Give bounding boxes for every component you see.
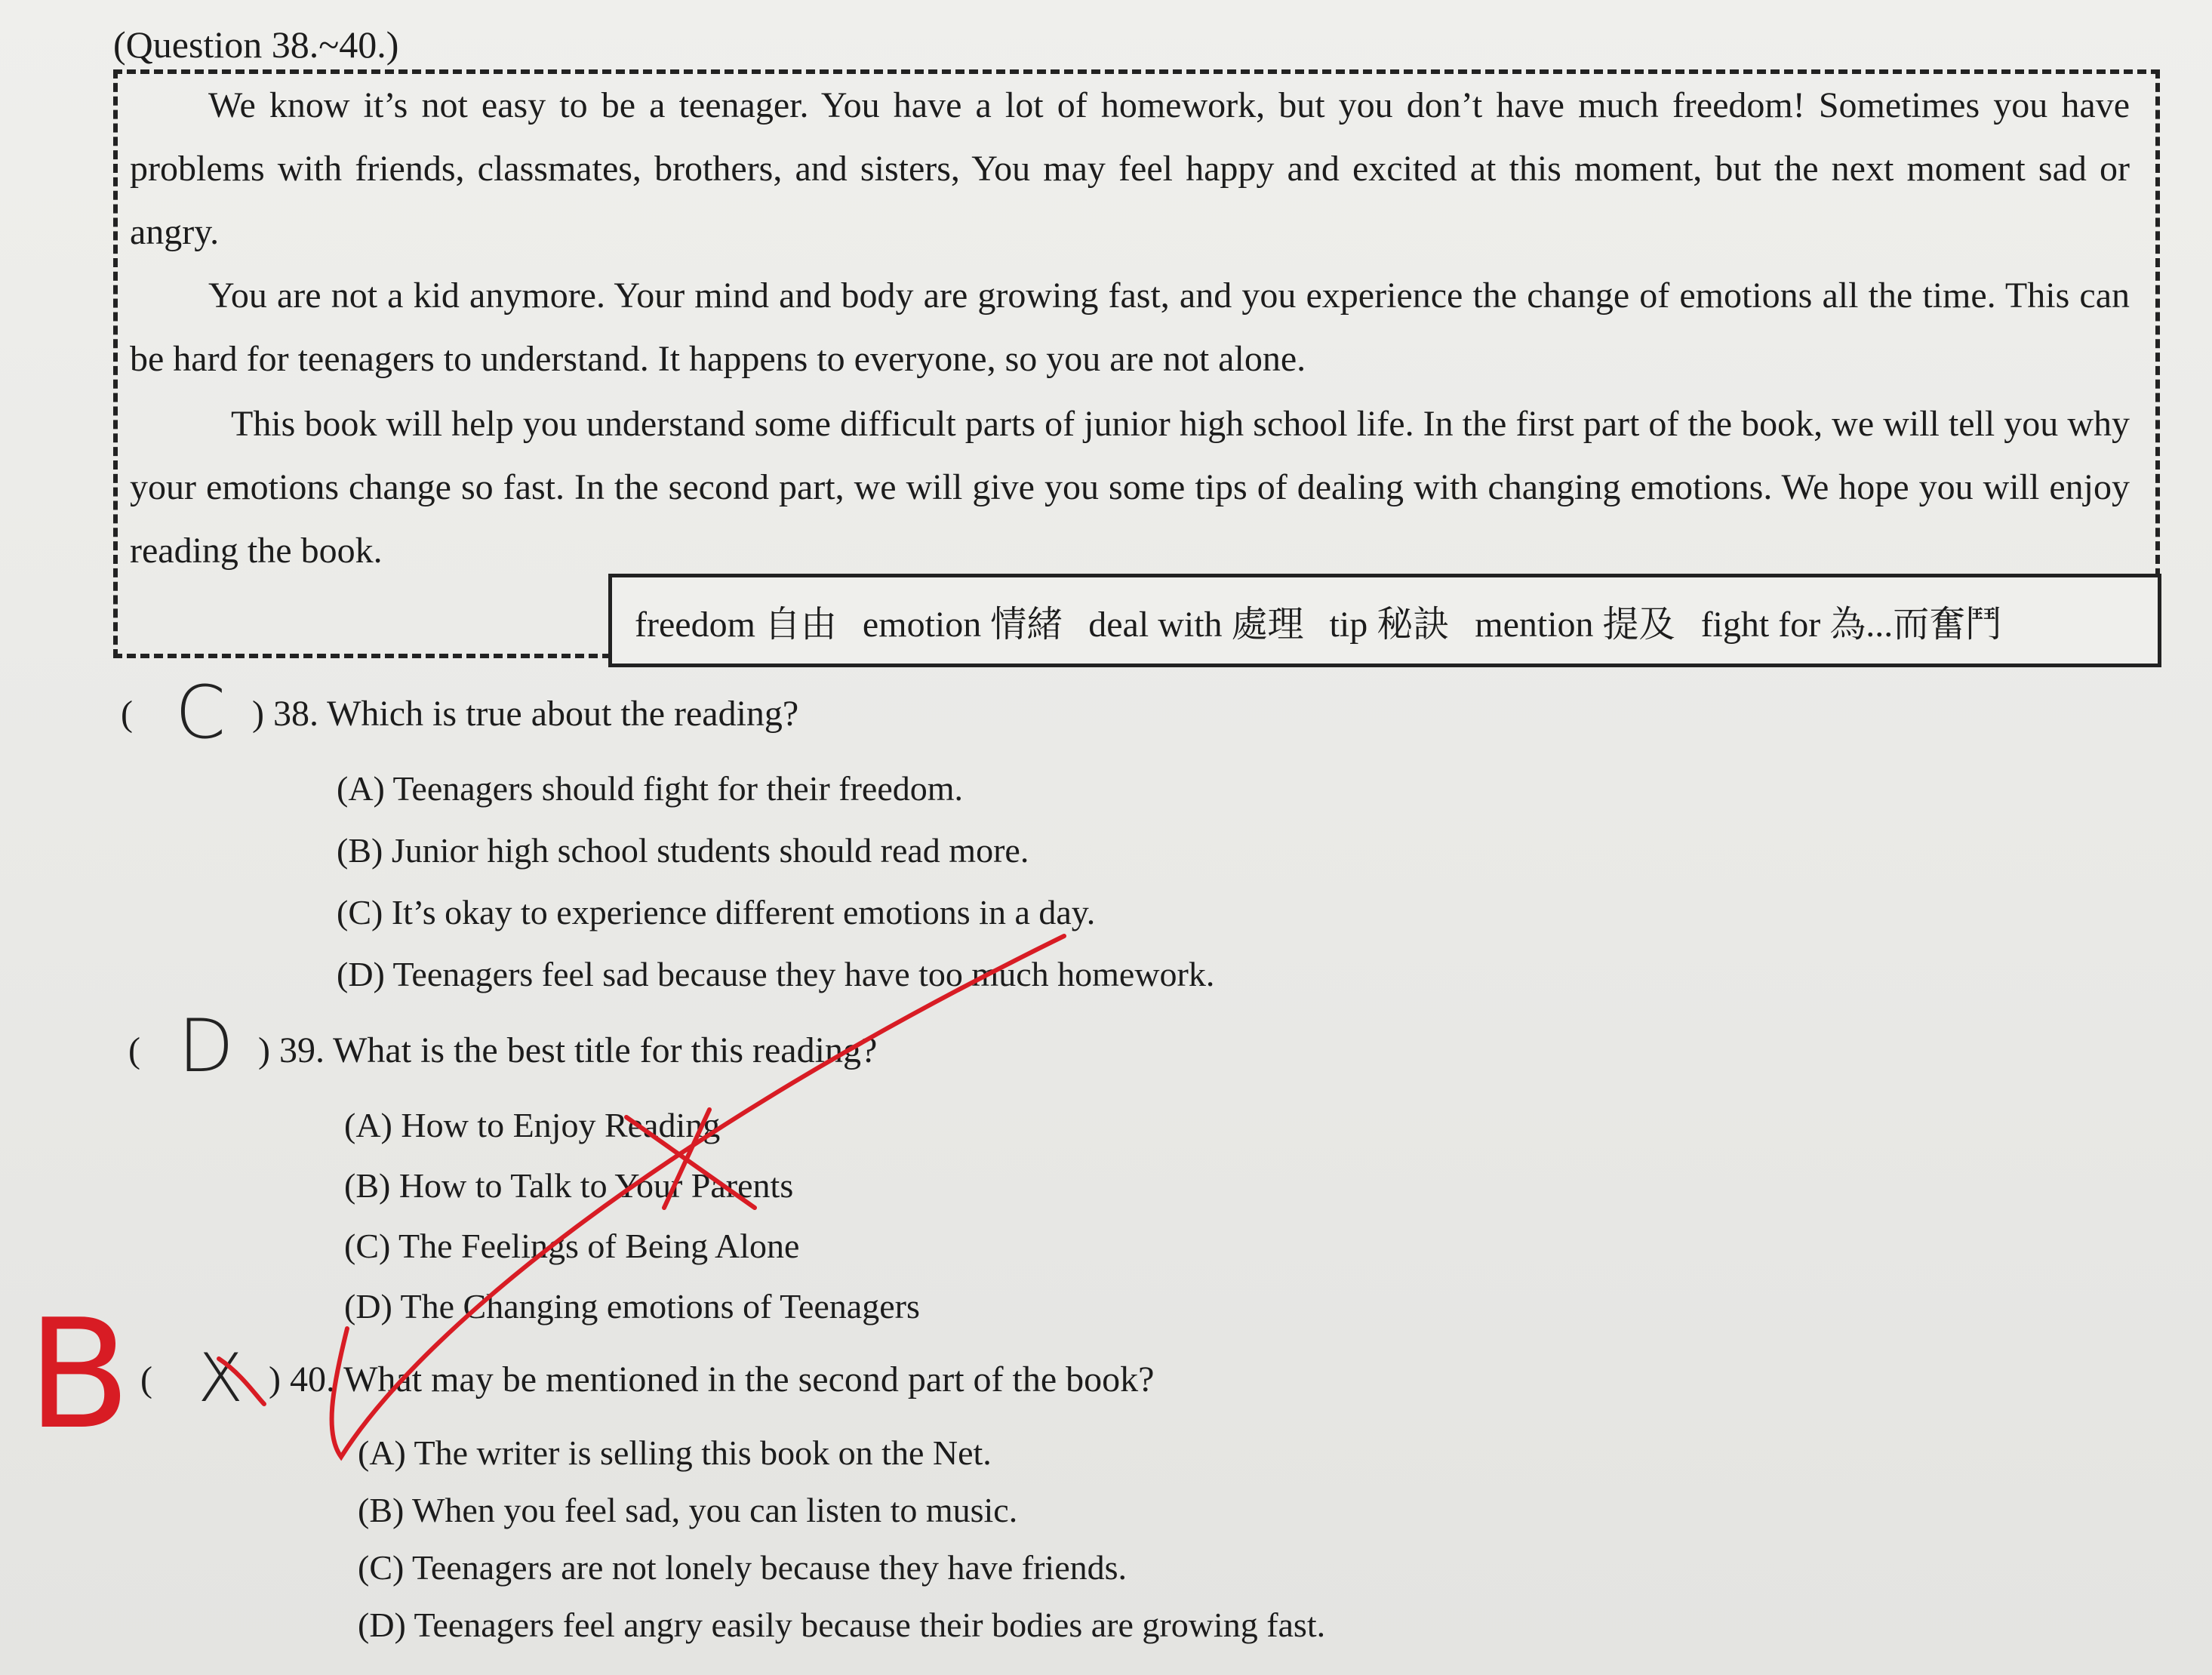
vocab-item-deal-with: deal with 處理 xyxy=(1088,604,1304,645)
option-38-a: (A) Teenagers should fight for their freedom. xyxy=(337,769,964,808)
option-39-c: (C) The Feelings of Being Alone xyxy=(344,1227,800,1265)
question-text: Which is true about the reading? xyxy=(327,694,799,734)
option-38-c: (C) It’s okay to experience different emotions in a day. xyxy=(337,893,1096,931)
option-40-c: (C) Teenagers are not lonely because they have friends. xyxy=(358,1548,1128,1587)
vocab-item-mention: mention 提及 xyxy=(1475,604,1675,645)
correction-letter: B xyxy=(27,1287,131,1463)
question-39 xyxy=(258,1030,877,1071)
question-38 xyxy=(252,693,798,734)
option-40-d: (D) Teenagers feel angry easily because their bodies are growing fast. xyxy=(358,1606,1326,1644)
vocab-item-emotion: emotion 情緒 xyxy=(862,604,1063,645)
answer-paren-open: ( xyxy=(140,1359,152,1399)
handwritten-answer-40: X xyxy=(198,1339,244,1417)
passage-paragraph-3: This book will help you understand some difficult parts of junior high school life. In the first part of the book, we will tell you why your emotions change so fast. In the second part, we will give you some tips of dealing with changing emotions. We hope you will enjoy reading the book. xyxy=(130,404,2130,571)
question-number: ) 40. xyxy=(269,1359,335,1399)
handwritten-answer-39: D xyxy=(178,1004,234,1088)
vocabulary-box xyxy=(608,574,2161,667)
question-number: ) 38. xyxy=(252,694,318,734)
answer-paren-open: ( xyxy=(121,694,133,734)
vocab-item-freedom: freedom 自由 xyxy=(635,604,837,645)
question-number: ) 39. xyxy=(258,1030,325,1070)
option-39-d: (D) The Changing emotions of Teenagers xyxy=(344,1287,920,1326)
passage-paragraph-2: You are not a kid anymore. Your mind and body are growing fast, and you experience the change of emotions all the time. This can be hard for teenagers to understand. It happens to everyone, so you are not alone. xyxy=(130,276,2130,379)
passage-paragraph-1: We know it’s not easy to be a teenager. You have a lot of homework, but you don’t have much freedom! Sometimes you have problems with friends, classmates, brothers, and sisters, You may feel happy and excited at this moment, but the next moment sad or angry. xyxy=(130,85,2130,252)
vocab-item-fight-for: fight for 為...而奮鬥 xyxy=(1700,604,2002,645)
option-40-a: (A) The writer is selling this book on the Net. xyxy=(358,1433,992,1472)
answer-paren-open: ( xyxy=(128,1030,140,1070)
option-38-d: (D) Teenagers feel sad because they have too much homework. xyxy=(337,955,1215,993)
option-40-b: (B) When you feel sad, you can listen to music. xyxy=(358,1491,1018,1529)
vocab-item-tip: tip 秘訣 xyxy=(1329,604,1450,645)
option-39-a: (A) How to Enjoy Reading xyxy=(344,1106,721,1144)
question-text: What may be mentioned in the second part of the book? xyxy=(343,1359,1155,1399)
question-40 xyxy=(269,1359,1154,1400)
question-range-header: (Question 38.~40.) xyxy=(113,23,399,66)
option-39-b: (B) How to Talk to Your Parents xyxy=(344,1166,794,1205)
handwritten-answer-38: C xyxy=(175,670,226,755)
option-38-b: (B) Junior high school students should read more. xyxy=(337,831,1029,870)
question-text: What is the best title for this reading? xyxy=(333,1030,878,1070)
